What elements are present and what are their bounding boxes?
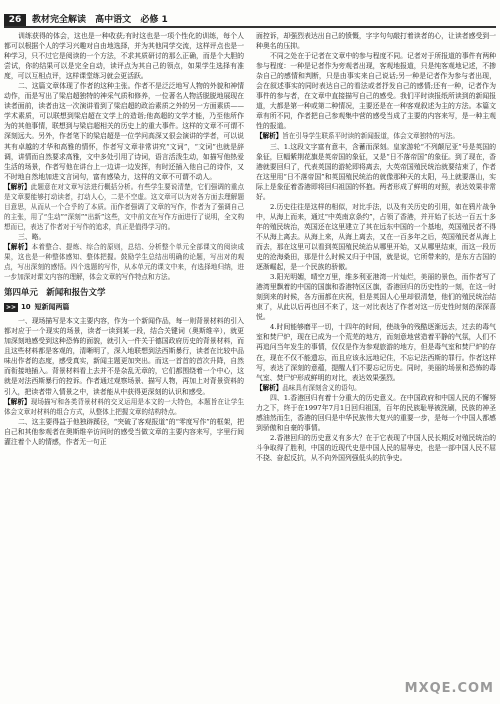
analysis-tag: 【解析】 [4,242,32,251]
analysis-tag: 【解析】 [4,182,31,191]
paragraph: 训练获得的体会，这也是一种收获;有时这也是一项个性化的训练，每个人都可以根据个人的学习兴趣对自由地选择，并为其他同学交流，这样评点也是一种学习，只不过它是阅读的一个方法，不求其质研讨的那么正确，而是个大胆的尝试，你的结果可以是完全自动，读评点为其自己的领点，如果学生选择有准度，可以互相点评，这样课堂练习就会更活跃。 [4,32,244,81]
analysis-text: 现场描写和各类背景材料的交叉运用是本文的一大特色，本题旨在让学生体会文章对材料的组合方式，从整体上把握文章的结构特点。 [4,397,244,416]
chevron-icon: >> [6,304,16,312]
paragraph: 面控诉，却强烈表达出自己的愤慨，字字句句敲打着读者的心，让读者感受到一种奥名的压抑。 [256,32,496,51]
paragraph: 不同之处在于记者在文章中的参与程度不同。记者对于所报道的事件有两种参与程度：一种是记者作为旁观者出现，客观地报道，只是纯客观地记述，不掺杂自己的感情和判断，只是由事实来自己说话;另一种是记者作为参与者出现，会在叙述事实的同时表达自己的看法或者抒发自己的感情;还有一种，记者作为事件的参与者，在文章中直接描写自己的感受。我们平时读报纸所读到的新闻报道，大都是第一种或第二种情况，主要还是在一种客观叙述为主的方法。本篇文章有所不同，作者把自己参观集中营的感受当成了主要的内容来写，是一种主观性的报道。 [256,52,496,131]
analysis-note [4,242,244,282]
analysis-note [256,383,496,393]
analysis-text: 旨在引导学生联系平时读的新闻报道，体会文章独特的写法。 [282,132,459,141]
paragraph: 4.时间能够磨平一切，十四年的时间，使战争的残酷逐渐远去，过去的毒气室和焚尸炉，现在已成为一个荒芜的地方，而刻意地营造着平静的气氛，人们不再追问当年发生的事情，仅仅是作为参观旅游的地方，但是毒气室和焚尸炉的存在，现在不仅不能遗忘，而且应该永远地记住，不忘记法西斯的罪行。作者这样写，表达了深刻的意蕴，提醒人们不要忘记历史。同时，美丽的场景和恐怖的毒气室、焚尸炉形成鲜明的对比，表达效果强烈。 [256,323,496,382]
book-title: 教材完全解读 [32,15,87,25]
paragraph: 二、这篇文章体现了作者的这种主张。作者不是泛泛地写人物的外貌和神情动作，而是写出了梁启超独特的神采气质和修养，一位著名人物活脱脱地展现在读者面前，读者由这一次演讲看到了梁启超的政治素质之外的另一方面素质——学术素质，可以联想到梁启超在文学上的造诣;他高超的文学才能，乃至他所作为的其他事情，联想到与梁启超相关的历史上的重大事件。这样的文章不可谓不深刻远大。另外，作者笔下的梁启超是一位学问高深又很会演讲的学者，可以说其有卓越的才华和高雅的情怀，作者写文章非常讲究“文词”，“文词”也就是辞调，讲情而自然要求高雅，文中多处引用了诗词，语言活泼生动，如描写他热爱生活的场景，作者写他在讲台上一边讲一边发挥，有时还插入他自己的诗作，又不时地自然地加进文言词句，富有感染力，这样的文章不可谓不动人。 [4,82,244,181]
subject: 高中语文 [95,15,132,25]
left-column [4,31,244,699]
lesson-heading [4,302,244,313]
paragraph: 三、略。 [18,232,46,241]
paragraph: 3.阳光明媚，晴空万里，维多利亚港湾一片灿烂，美丽的景色，而作者写了港湾里飘着的中国的国旗和香港特区区旗，香港回归的历史性的一刻，在这一时刻到来的时候，各方面都在庆祝，但是英国人心里却很清楚，他们的殖民统治结束了，从此以后再也回不来了，这一对比表达了作者对这一历史性时刻的深深喜悦。 [256,273,496,322]
volume: 必修 1 [140,15,168,25]
lesson-title: 短新闻两篇 [34,303,70,312]
analysis-note [256,131,496,141]
lesson-number: 10 [20,303,31,312]
running-title [32,14,174,26]
page-header [0,0,500,26]
paragraph: 二、这主要得益于他独辟蹊径，“突破了客观报道”的“零度写作”的框架，把自己和其他参观者在奥斯维辛访问时的感受当做文章的主要内容来写，字里行间灌注着个人的情感，作者无一句正 [4,417,244,446]
analysis-note [4,182,244,232]
watermark: MXQE.COM [404,681,494,696]
analysis-note [4,397,244,417]
paragraph: 一、现场描写是本文主要内容，作为一个新闻作品，每一则背景材料的引入都对应于一个现实的场景，读者一读到某一段，结合关键词（奥斯维辛），就更加深刻地感受到这种恐怖的面貌，就引入一件关于德国政府历史的背景材料，而且这些材料都是客观的，清晰明了，深入地联想到法西斯暴行，读者在比较中品味出作者的态度，感受真实，新闻主题更加突出。而这一首首的首次升降，自然而衔接地插入。背景材料看上去并不是杂乱无章的，它们都围绕着一个中心，这就是对法西斯暴行的控诉。作者通过观察场景、描写人物，再加上对背景资料的引入，把读者带入情景之中，读者能从中获得更深刻的认识和感受。 [4,317,244,396]
paragraph: 三、1.这段文字富有意丰，含蓄而深刻。皇家游轮“不列颠尼亚”号是英国的象征，巨幅紫荆花旗是英帝国的象征，又是“日不落帝国”的象征。到了现在，香港就要回归了，代表英国的游轮即将离去，大英帝国殖民统治就要结束了，作者在这里用“日不落帝国”和英国殖民统治的就像那种天的太阳，马上就要落山，实际上是象征着香港即将回归祖国的怀抱。两者形成了鲜明的对照，表达效果非常好。 [256,142,496,201]
paragraph: 2.历史往往是这样的相似，对比手法，以及有关历史的引用，如在鸦片战争中，从海上而来，通过“中英南京条约”，占领了香港，并开始了长达一百五十多年的殖民统治，英国还在这里建立了其在远东中国的一个基地，英国殖民者不得不从海上离去。从海上来，从海上离去，又在一百多年之后，英国殖民者从海上而去，那在这里可以看到英国殖民统治从哪里开始，又从哪里结束，而这一段历史的沧海桑田，那是什么时候又归于中国，就是说，它所带来的，是东方古国的逐渐崛起，是一个民族的骄傲。 [256,202,496,272]
header-rule [4,26,496,28]
analysis-tag: 【解析】 [256,132,283,141]
paragraph: 四、1.香港回归有着十分重大的历史意义。在中国政府和中国人民的不懈努力之下，终于在1997年7月1日回归祖国，百年的民族耻辱被洗刷，民族的神圣感油然而生，香港的回归是中华民族伟大复兴的重要一步，是每一个中国人都感到骄傲和自豪的事情。 [256,393,496,432]
analysis-text: 本着整合、提炼、综合的原则，总结、分析整个单元全部课文的阅读成果，这也是一种整体感知、整体把握。鼓励学生总结出明确的论题，写出对的观点，写出深刻的感悟。四个选题的写作，从本单元的课文中来，有选择地归纳，进一步加深对课文内容的理解，体会文章的写作特点和方法。 [4,242,244,282]
page-number: 26 [4,14,26,26]
analysis-tag: 【解析】 [256,383,283,392]
analysis-text: 此题意在对文章写法进行概括分析。有些学生要说清楚，它们强调的重点是文章要能够打动读者，打动人心，二是不空虚。这文章可以为对各方面去理解题目意思，从而从一个合乎的了本质。而作者强调了文章的写作，作者为了强调自己的主张，用了“生动”“深刻”“出新”这些，文中前文在写作方面进行了说明，全文构想而已，表达了作者对于写作的追求，真正是值得学习的。 [4,182,244,231]
unit-heading: 第四单元 新闻和报告文学 [4,288,106,299]
right-column [256,31,496,699]
analysis-text: 品味具有深刻含义的语句。 [282,383,361,392]
analysis-tag: 【解析】 [4,397,31,406]
paragraph: 2.香港回归的历史意义有多大？在于它表现了中国人民长期反对殖民统治的斗争取得了胜利，中国的近现代史是中国人民的屈辱史，也是一部中国人民不屈不挠、奋起反抗，从不向外国列强低头的抗争史。 [256,433,496,462]
